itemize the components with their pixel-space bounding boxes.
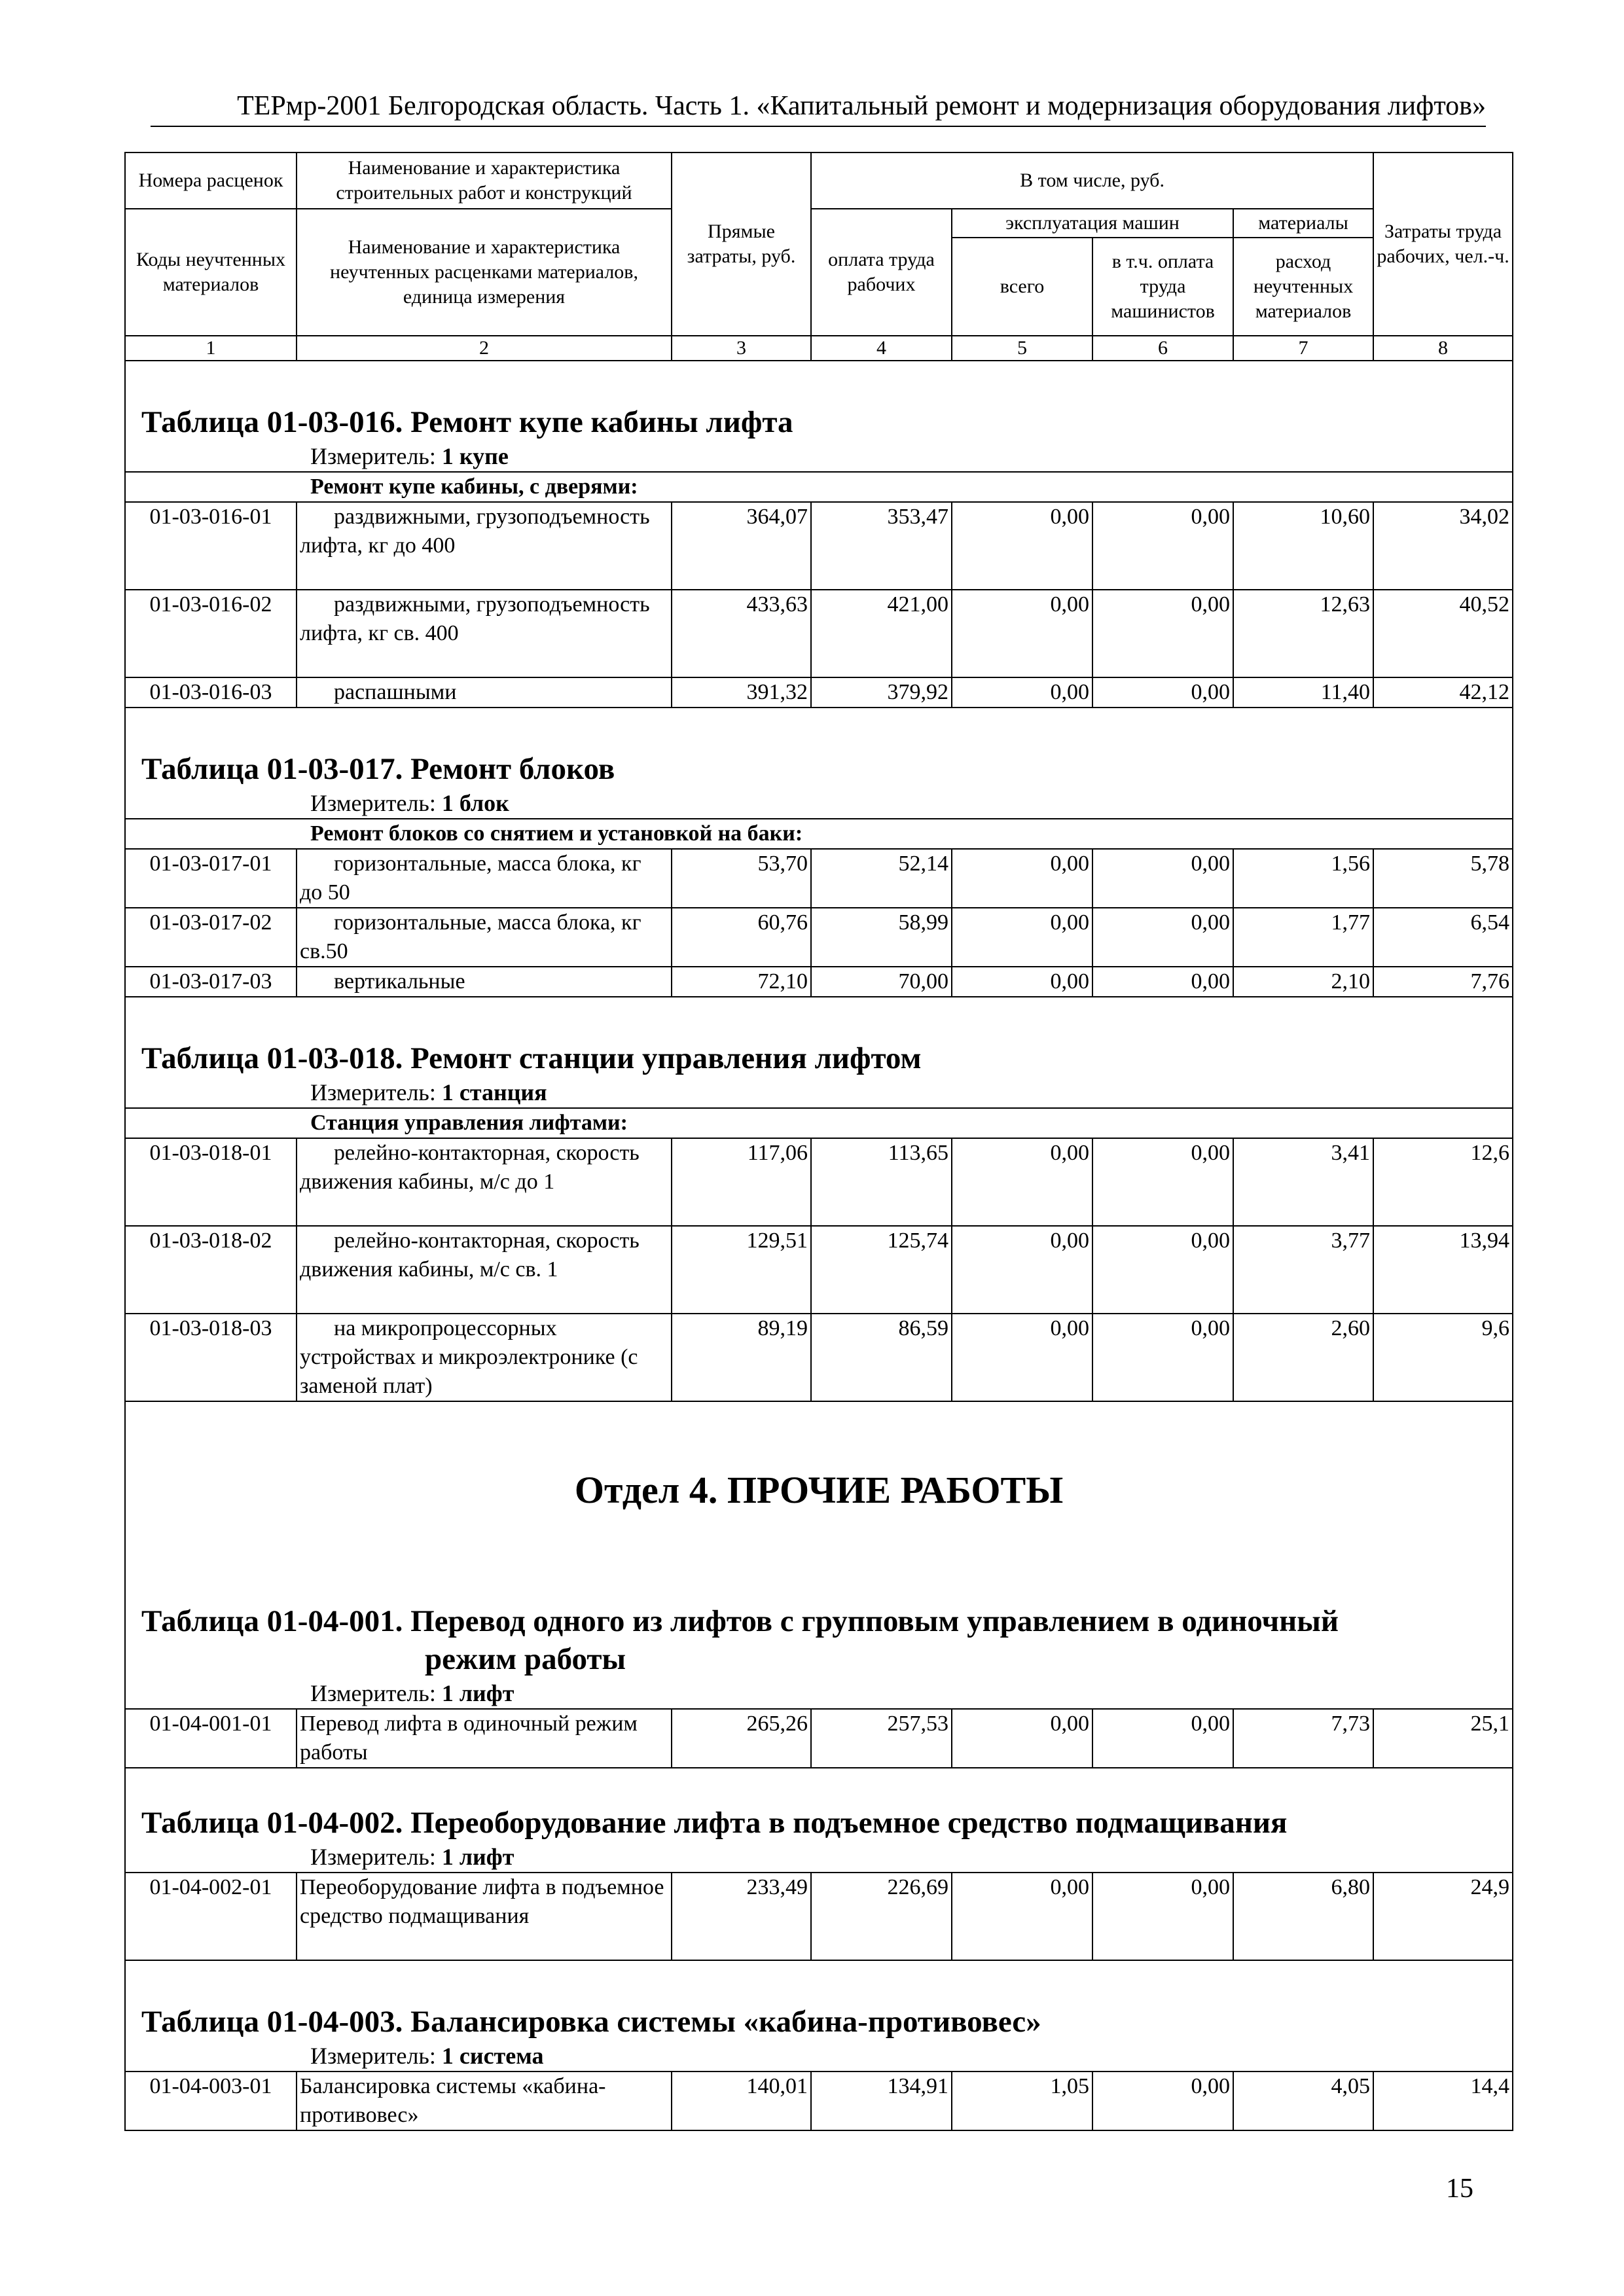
table-title: Таблица 01-03-018. Ремонт станции управления лифтом	[141, 1041, 922, 1075]
row-labor-hours: 14,4	[1373, 2072, 1513, 2130]
header-codes: Номера расценок	[125, 152, 297, 209]
table-row	[125, 677, 1513, 708]
row-name: релейно-контакторная, скорость движения кабины, м/с до 1	[297, 1138, 672, 1226]
table-title: Таблица 01-04-002. Переоборудование лифта в подъемное средство подмащивания	[141, 1806, 1288, 1840]
row-materials: 2,60	[1233, 1314, 1373, 1401]
row-machinist-pay: 0,00	[1092, 967, 1233, 997]
table-title-row	[125, 708, 1513, 819]
row-machinist-pay: 0,00	[1092, 1226, 1233, 1314]
row-machinist-pay: 0,00	[1092, 677, 1233, 708]
row-machinist-pay: 0,00	[1092, 908, 1233, 967]
row-name: Переоборудование лифта в подъемное средство подмащивания	[297, 1873, 672, 1960]
col-num: 7	[1233, 336, 1373, 361]
row-worker-pay: 353,47	[811, 502, 952, 590]
row-direct: 129,51	[672, 1226, 811, 1314]
header-including: В том числе, руб.	[811, 152, 1373, 209]
row-materials: 1,77	[1233, 908, 1373, 967]
row-labor-hours: 9,6	[1373, 1314, 1513, 1401]
row-name: вертикальные	[297, 967, 672, 997]
row-code: 01-04-001-01	[125, 1709, 297, 1768]
row-worker-pay: 52,14	[811, 849, 952, 908]
row-direct: 233,49	[672, 1873, 811, 1960]
row-machinist-pay: 0,00	[1092, 2072, 1233, 2130]
row-materials: 4,05	[1233, 2072, 1373, 2130]
row-materials: 6,80	[1233, 1873, 1373, 1960]
table-title: Таблица 01-04-003. Балансировка системы «кабина-противовес»	[141, 2005, 1041, 2039]
section-title: Отдел 4. ПРОЧИЕ РАБОТЫ	[125, 1401, 1513, 1578]
measure: Измеритель: 1 лифт	[310, 1844, 514, 1870]
row-machines-total: 0,00	[952, 502, 1092, 590]
measure: Измеритель: 1 система	[310, 2043, 544, 2069]
table-title: Таблица 01-04-001. Перевод одного из лифтов с групповым управлением в одиночный режим работы	[141, 1604, 1339, 1676]
row-direct: 391,32	[672, 677, 811, 708]
table-title-row	[125, 1960, 1513, 2072]
header-material-codes: Коды неучтенных материалов	[125, 209, 297, 336]
row-labor-hours: 12,6	[1373, 1138, 1513, 1226]
col-num: 8	[1373, 336, 1513, 361]
row-machinist-pay: 0,00	[1092, 590, 1233, 677]
row-code: 01-03-017-01	[125, 849, 297, 908]
row-direct: 60,76	[672, 908, 811, 967]
measure: Измеритель: 1 лифт	[310, 1680, 514, 1706]
group-label: Станция управления лифтами:	[125, 1108, 1513, 1138]
table-title-row	[125, 997, 1513, 1108]
row-code: 01-03-016-03	[125, 677, 297, 708]
group-row	[125, 1108, 1513, 1138]
row-materials: 3,41	[1233, 1138, 1373, 1226]
row-name: Балансировка системы «кабина-противовес»	[297, 2072, 672, 2130]
row-name: раздвижными, грузоподъемность лифта, кг до 400	[297, 502, 672, 590]
header-unaccounted-materials: расход неучтенных материалов	[1233, 238, 1373, 336]
header-row-2	[125, 209, 1513, 238]
table-row	[125, 502, 1513, 590]
group-label: Ремонт купе кабины, с дверями:	[125, 472, 1513, 502]
row-materials: 10,60	[1233, 502, 1373, 590]
row-name: на микропроцессорных устройствах и микроэлектронике (с заменой плат)	[297, 1314, 672, 1401]
row-labor-hours: 5,78	[1373, 849, 1513, 908]
row-worker-pay: 125,74	[811, 1226, 952, 1314]
row-machines-total: 0,00	[952, 1873, 1092, 1960]
group-label: Ремонт блоков со снятием и установкой на баки:	[125, 819, 1513, 849]
row-machinist-pay: 0,00	[1092, 502, 1233, 590]
table-row	[125, 1314, 1513, 1401]
measure: Измеритель: 1 блок	[310, 790, 509, 816]
row-machines-total: 0,00	[952, 1709, 1092, 1768]
row-machinist-pay: 0,00	[1092, 1314, 1233, 1401]
row-labor-hours: 13,94	[1373, 1226, 1513, 1314]
row-code: 01-03-017-03	[125, 967, 297, 997]
row-code: 01-03-017-02	[125, 908, 297, 967]
table-title-row	[125, 361, 1513, 472]
col-num: 4	[811, 336, 952, 361]
row-labor-hours: 24,9	[1373, 1873, 1513, 1960]
col-num: 3	[672, 336, 811, 361]
table-row	[125, 1873, 1513, 1960]
row-machines-total: 0,00	[952, 677, 1092, 708]
row-materials: 12,63	[1233, 590, 1373, 677]
header-materials: материалы	[1233, 209, 1373, 238]
row-code: 01-04-003-01	[125, 2072, 297, 2130]
col-num: 6	[1092, 336, 1233, 361]
row-direct: 117,06	[672, 1138, 811, 1226]
row-direct: 433,63	[672, 590, 811, 677]
header-work-name: Наименование и характеристика строительных работ и конструкций	[297, 152, 672, 209]
section-row	[125, 1401, 1513, 1578]
row-materials: 11,40	[1233, 677, 1373, 708]
row-labor-hours: 34,02	[1373, 502, 1513, 590]
row-machines-total: 0,00	[952, 967, 1092, 997]
row-labor-hours: 40,52	[1373, 590, 1513, 677]
row-machinist-pay: 0,00	[1092, 1138, 1233, 1226]
row-machines-total: 0,00	[952, 849, 1092, 908]
row-worker-pay: 226,69	[811, 1873, 952, 1960]
row-code: 01-04-002-01	[125, 1873, 297, 1960]
row-machines-total: 0,00	[952, 908, 1092, 967]
row-machines-total: 0,00	[952, 1138, 1092, 1226]
row-materials: 1,56	[1233, 849, 1373, 908]
row-direct: 265,26	[672, 1709, 811, 1768]
row-machinist-pay: 0,00	[1092, 849, 1233, 908]
table-row	[125, 2072, 1513, 2130]
row-name: раздвижными, грузоподъемность лифта, кг св. 400	[297, 590, 672, 677]
row-machines-total: 1,05	[952, 2072, 1092, 2130]
table-row	[125, 849, 1513, 908]
row-direct: 53,70	[672, 849, 811, 908]
row-direct: 89,19	[672, 1314, 811, 1401]
header-machines: эксплуатация машин	[952, 209, 1233, 238]
header-direct-costs: Прямые затраты, руб.	[672, 152, 811, 336]
row-labor-hours: 7,76	[1373, 967, 1513, 997]
row-worker-pay: 86,59	[811, 1314, 952, 1401]
row-machines-total: 0,00	[952, 590, 1092, 677]
table-row	[125, 1138, 1513, 1226]
row-direct: 72,10	[672, 967, 811, 997]
group-row	[125, 819, 1513, 849]
row-labor-hours: 42,12	[1373, 677, 1513, 708]
row-worker-pay: 379,92	[811, 677, 952, 708]
row-name: горизонтальные, масса блока, кг св.50	[297, 908, 672, 967]
row-code: 01-03-016-02	[125, 590, 297, 677]
row-machines-total: 0,00	[952, 1226, 1092, 1314]
running-head: ТЕРмр-2001 Белгородская область. Часть 1. «Капитальный ремонт и модернизация оборудования лифтов»	[151, 90, 1486, 127]
row-worker-pay: 257,53	[811, 1709, 952, 1768]
measure: Измеритель: 1 купе	[310, 443, 509, 469]
row-name: Перевод лифта в одиночный режим работы	[297, 1709, 672, 1768]
col-num: 1	[125, 336, 297, 361]
table-row	[125, 590, 1513, 677]
table-title-row	[125, 1578, 1513, 1709]
row-worker-pay: 113,65	[811, 1138, 952, 1226]
header-material-names: Наименование и характеристика неучтенных расценками материалов, единица измерения	[297, 209, 672, 336]
table-row	[125, 1709, 1513, 1768]
table-title-row	[125, 1768, 1513, 1873]
row-materials: 3,77	[1233, 1226, 1373, 1314]
table-row	[125, 908, 1513, 967]
row-worker-pay: 70,00	[811, 967, 952, 997]
col-num: 2	[297, 336, 672, 361]
row-machinist-pay: 0,00	[1092, 1873, 1233, 1960]
row-direct: 140,01	[672, 2072, 811, 2130]
row-name: релейно-контакторная, скорость движения кабины, м/с св. 1	[297, 1226, 672, 1314]
row-labor-hours: 6,54	[1373, 908, 1513, 967]
row-direct: 364,07	[672, 502, 811, 590]
row-worker-pay: 58,99	[811, 908, 952, 967]
header-machinist-pay: в т.ч. оплата труда машинистов	[1092, 238, 1233, 336]
header-labor-hours: Затраты труда рабочих, чел.-ч.	[1373, 152, 1513, 336]
row-name: распашными	[297, 677, 672, 708]
group-row	[125, 472, 1513, 502]
page-number: 15	[1446, 2174, 1473, 2204]
row-code: 01-03-016-01	[125, 502, 297, 590]
column-numbers-row	[125, 336, 1513, 361]
row-code: 01-03-018-02	[125, 1226, 297, 1314]
table-row	[125, 1226, 1513, 1314]
row-code: 01-03-018-03	[125, 1314, 297, 1401]
row-name: горизонтальные, масса блока, кг до 50	[297, 849, 672, 908]
row-machinist-pay: 0,00	[1092, 1709, 1233, 1768]
table-title: Таблица 01-03-017. Ремонт блоков	[141, 752, 615, 786]
row-worker-pay: 134,91	[811, 2072, 952, 2130]
table-title: Таблица 01-03-016. Ремонт купе кабины лифта	[141, 405, 793, 439]
header-row-1	[125, 152, 1513, 209]
row-worker-pay: 421,00	[811, 590, 952, 677]
header-worker-pay: оплата труда рабочих	[811, 209, 952, 336]
row-labor-hours: 25,1	[1373, 1709, 1513, 1768]
price-table	[124, 152, 1513, 2131]
row-materials: 2,10	[1233, 967, 1373, 997]
row-code: 01-03-018-01	[125, 1138, 297, 1226]
row-materials: 7,73	[1233, 1709, 1373, 1768]
measure: Измеритель: 1 станция	[310, 1079, 547, 1105]
col-num: 5	[952, 336, 1092, 361]
row-machines-total: 0,00	[952, 1314, 1092, 1401]
header-machines-total: всего	[952, 238, 1092, 336]
table-row	[125, 967, 1513, 997]
